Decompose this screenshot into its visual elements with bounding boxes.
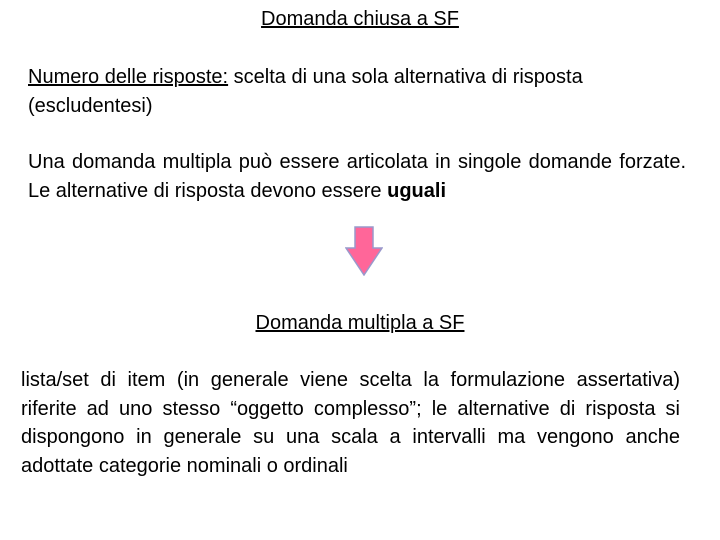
paragraph-multiple-question	[28, 148, 686, 205]
slide-title-multiple-question: Domanda multipla a SF	[255, 312, 465, 334]
down-arrow-icon	[345, 226, 383, 276]
text-single-choice: scelta di una sola alternativa di risposta (escludentesi)	[28, 66, 583, 117]
text-forced-questions: Una domanda multipla può essere articolata in singole domande forzate. Le alternative di risposta devono essere	[28, 151, 686, 202]
emphasis-equal: uguali	[387, 179, 446, 202]
paragraph-number-of-answers	[28, 63, 688, 120]
slide-title-closed-question: Domanda chiusa a SF	[261, 8, 459, 30]
paragraph-item-list: lista/set di item (in generale viene scelta la formulazione assertativa) riferite ad uno stesso “oggetto complesso”; le alternative di risposta si dispongono in generale su una scala a intervalli ma vengono anche adottate categorie nominali o ordinali	[21, 369, 680, 477]
label-number-of-answers: Numero delle risposte:	[28, 66, 229, 88]
